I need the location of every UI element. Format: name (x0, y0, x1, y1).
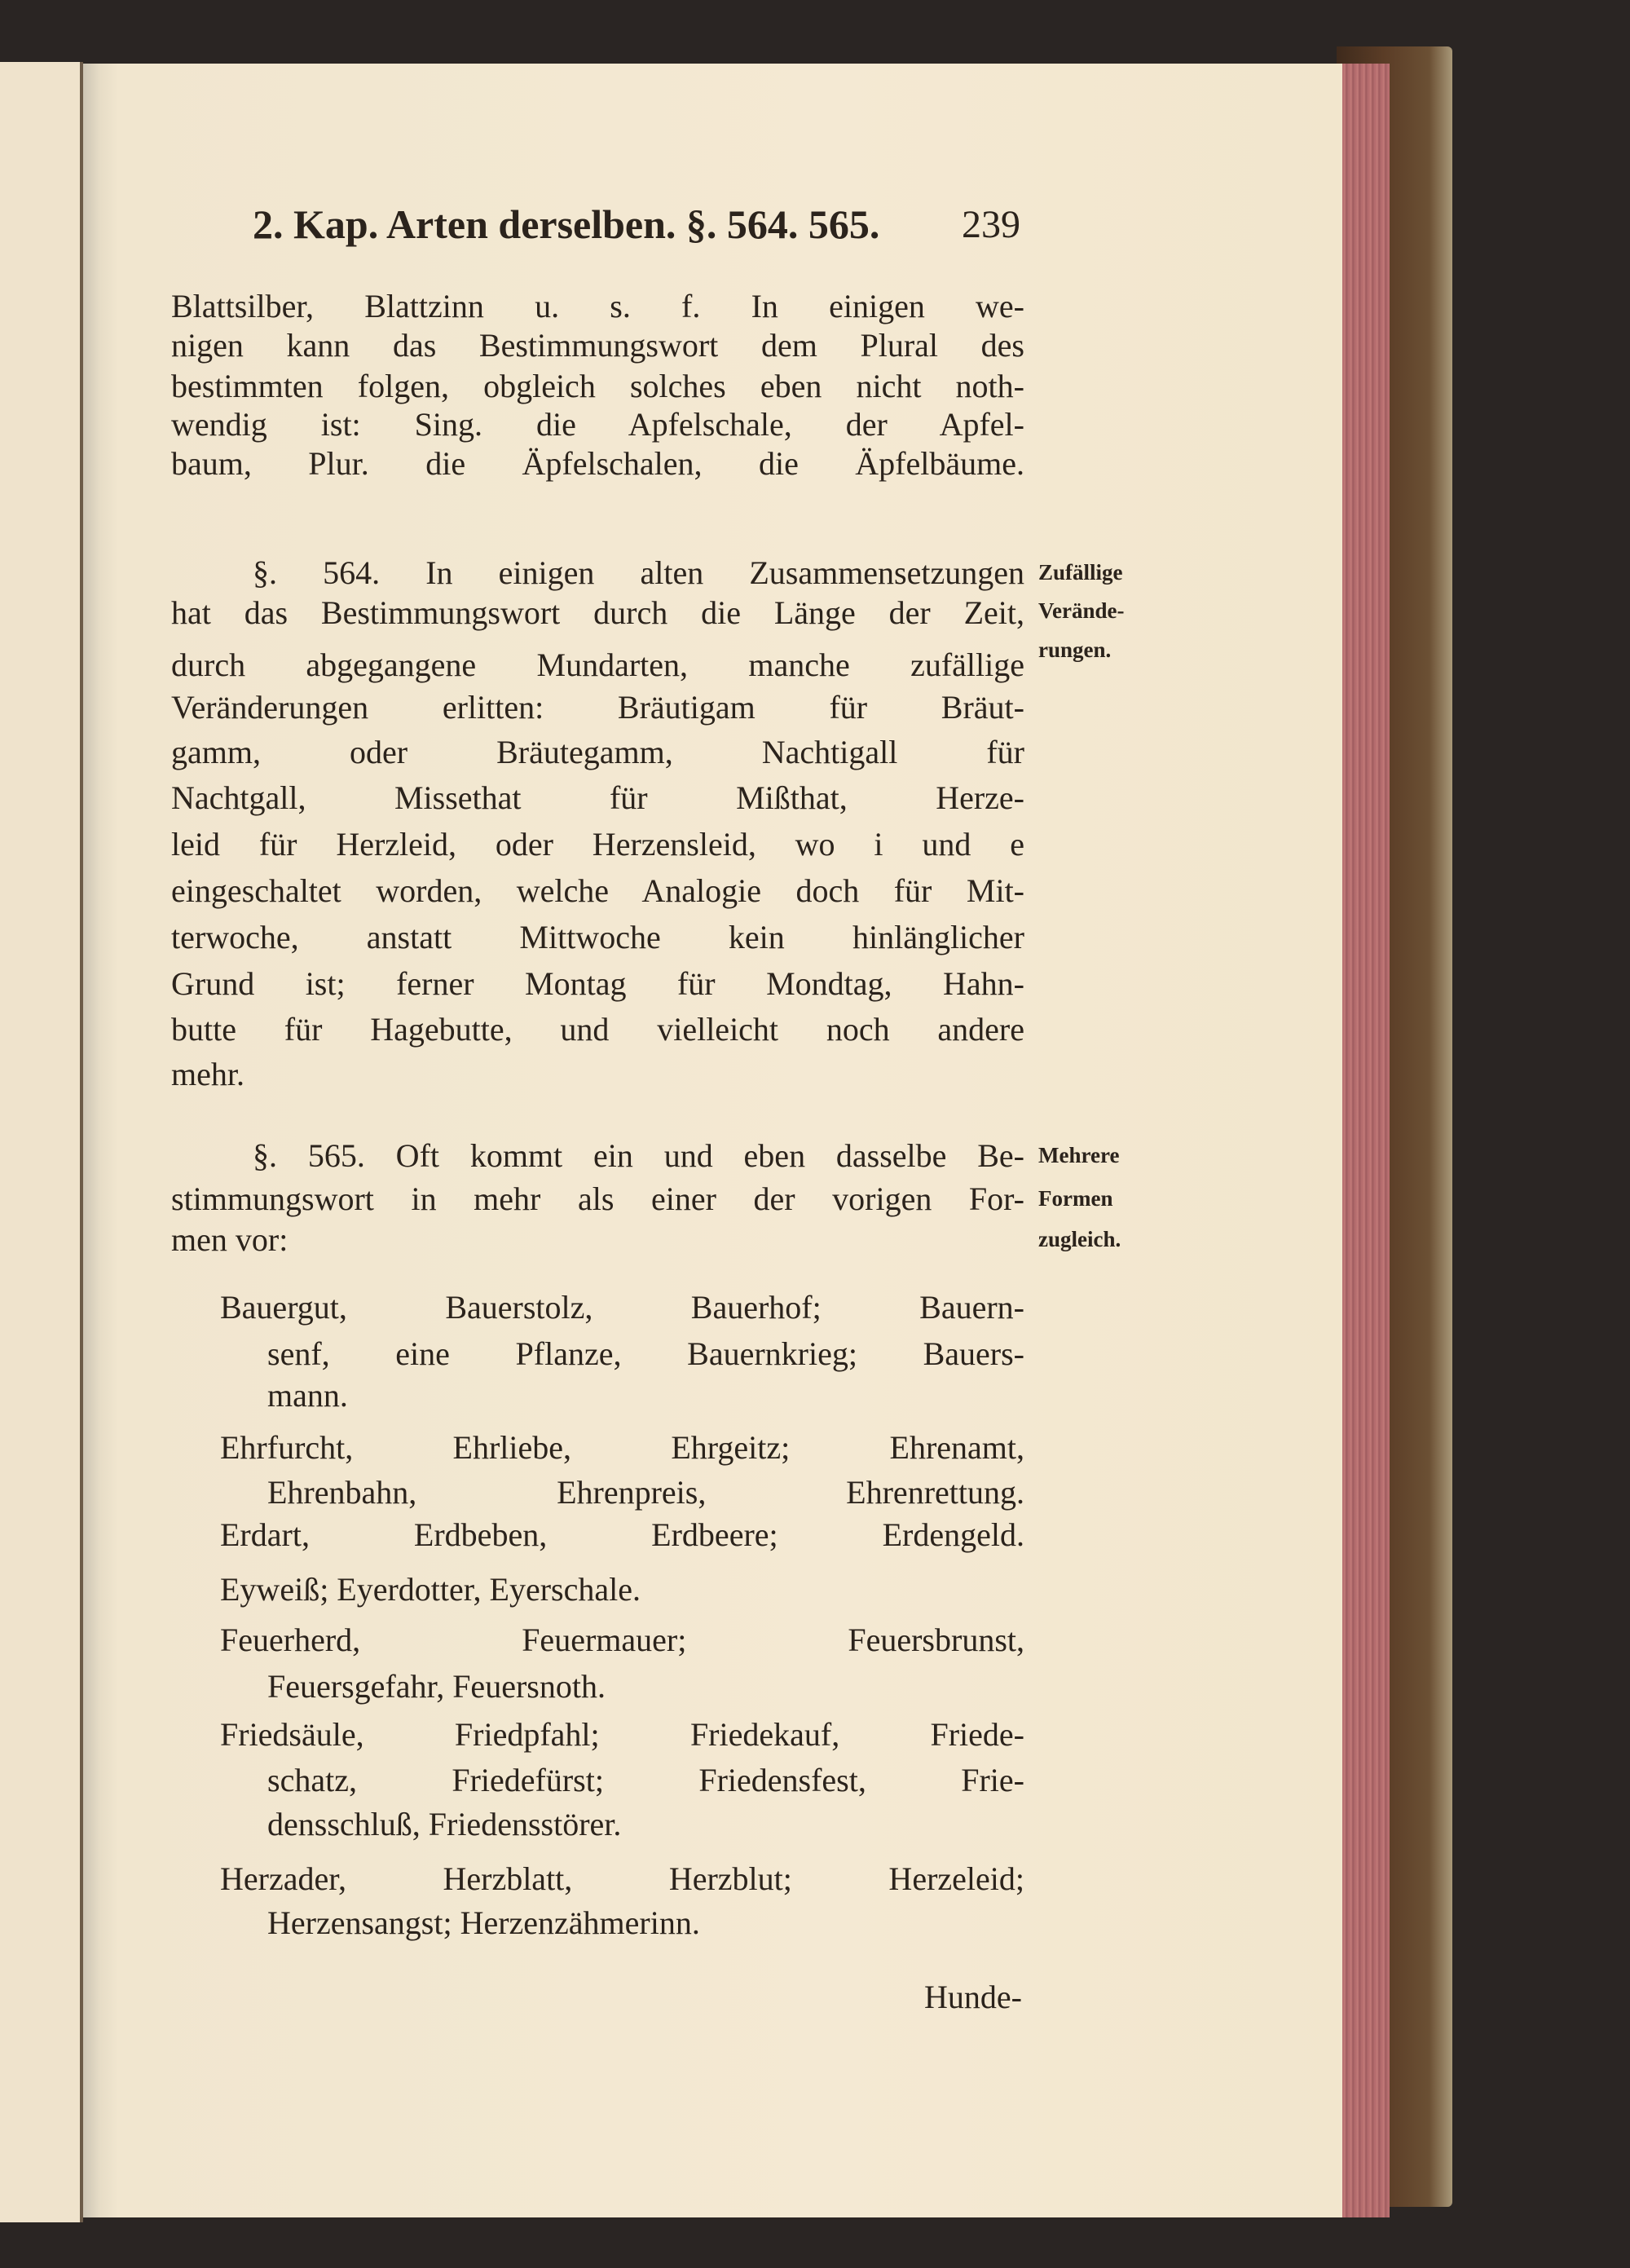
paragraph-line: Veränderungen erlitten: Bräutigam für Bräut- (171, 691, 1024, 726)
paragraph-line: bestimmten folgen, obgleich solches eben nicht noth- (171, 370, 1024, 404)
running-title: 2. Kap. Arten derselben. §. 564. 565. (253, 201, 880, 247)
page-number: 239 (962, 203, 1020, 246)
page-edges (1342, 64, 1390, 2217)
paragraph-line: baum, Plur. die Äpfelschalen, die Äpfelbäume. (171, 448, 1024, 482)
margin-note: Zufällige (1038, 560, 1123, 585)
paragraph-line: stimmungswort in mehr als einer der vorigen For- (171, 1183, 1024, 1217)
example-line: senf, eine Pflanze, Bauernkrieg; Bauers- (267, 1338, 1024, 1372)
paragraph-line: men vor: (171, 1221, 289, 1258)
paragraph-line: Nachtgall, Missethat für Mißthat, Herze- (171, 782, 1024, 816)
paragraph-line: mehr. (171, 1056, 244, 1092)
example-line: Friedsäule, Friedpfahl; Friedekauf, Friede- (220, 1719, 1024, 1753)
paragraph-line: durch abgegangene Mundarten, manche zufällige (171, 649, 1024, 683)
catchword: Hunde- (924, 1979, 1022, 2015)
paragraph-line: nigen kann das Bestimmungswort dem Plural des (171, 329, 1024, 364)
margin-note: rungen. (1038, 638, 1112, 662)
paragraph-line: §. 565. Oft kommt ein und eben dasselbe Be- (253, 1140, 1024, 1174)
paragraph-line: butte für Hagebutte, und vielleicht noch andere (171, 1013, 1024, 1048)
paragraph-line: eingeschaltet worden, welche Analogie doch für Mit- (171, 875, 1024, 909)
paragraph-line: hat das Bestimmungswort durch die Länge der Zeit, (171, 597, 1024, 631)
paragraph-line: terwoche, anstatt Mittwoche kein hinlänglicher (171, 921, 1024, 955)
example-line: mann. (267, 1377, 348, 1414)
margin-note: Mehrere (1038, 1143, 1120, 1167)
paragraph-line: Grund ist; ferner Montag für Mondtag, Hahn- (171, 968, 1024, 1002)
paragraph-line: leid für Herzleid, oder Herzensleid, wo i und e (171, 828, 1024, 863)
example-line: Herzader, Herzblatt, Herzblut; Herzeleid; (220, 1863, 1024, 1897)
example-line: Eyweiß; Eyerdotter, Eyerschale. (220, 1571, 641, 1608)
example-line: Feuersgefahr, Feuersnoth. (267, 1668, 606, 1705)
example-line: Feuerherd, Feuermauer; Feuersbrunst, (220, 1624, 1024, 1658)
gutter-line (80, 62, 83, 2222)
paragraph-line: wendig ist: Sing. die Apfelschale, der Apfel- (171, 408, 1024, 443)
example-line: schatz, Friedefürst; Friedensfest, Frie- (267, 1764, 1024, 1798)
example-line: Ehrfurcht, Ehrliebe, Ehrgeitz; Ehrenamt, (220, 1432, 1024, 1466)
example-line: Herzensangst; Herzenzähmerinn. (267, 1904, 700, 1941)
margin-note: Verände- (1038, 598, 1125, 623)
margin-note: Formen (1038, 1186, 1113, 1211)
example-line: Ehrenbahn, Ehrenpreis, Ehrenrettung. (267, 1476, 1024, 1511)
example-line: Erdart, Erdbeben, Erdbeere; Erdengeld. (220, 1519, 1024, 1553)
margin-note: zugleich. (1038, 1227, 1121, 1251)
paragraph-line: gamm, oder Bräutegamm, Nachtigall für (171, 736, 1024, 770)
example-line: Bauergut, Bauerstolz, Bauerhof; Bauern- (220, 1291, 1024, 1326)
example-line: densschluß, Friedensstörer. (267, 1806, 622, 1842)
paragraph-line: §. 564. In einigen alten Zusammensetzungen (253, 557, 1024, 591)
left-page-sliver (0, 62, 82, 2222)
paragraph-line: Blattsilber, Blattzinn u. s. f. In einigen we- (171, 290, 1024, 324)
